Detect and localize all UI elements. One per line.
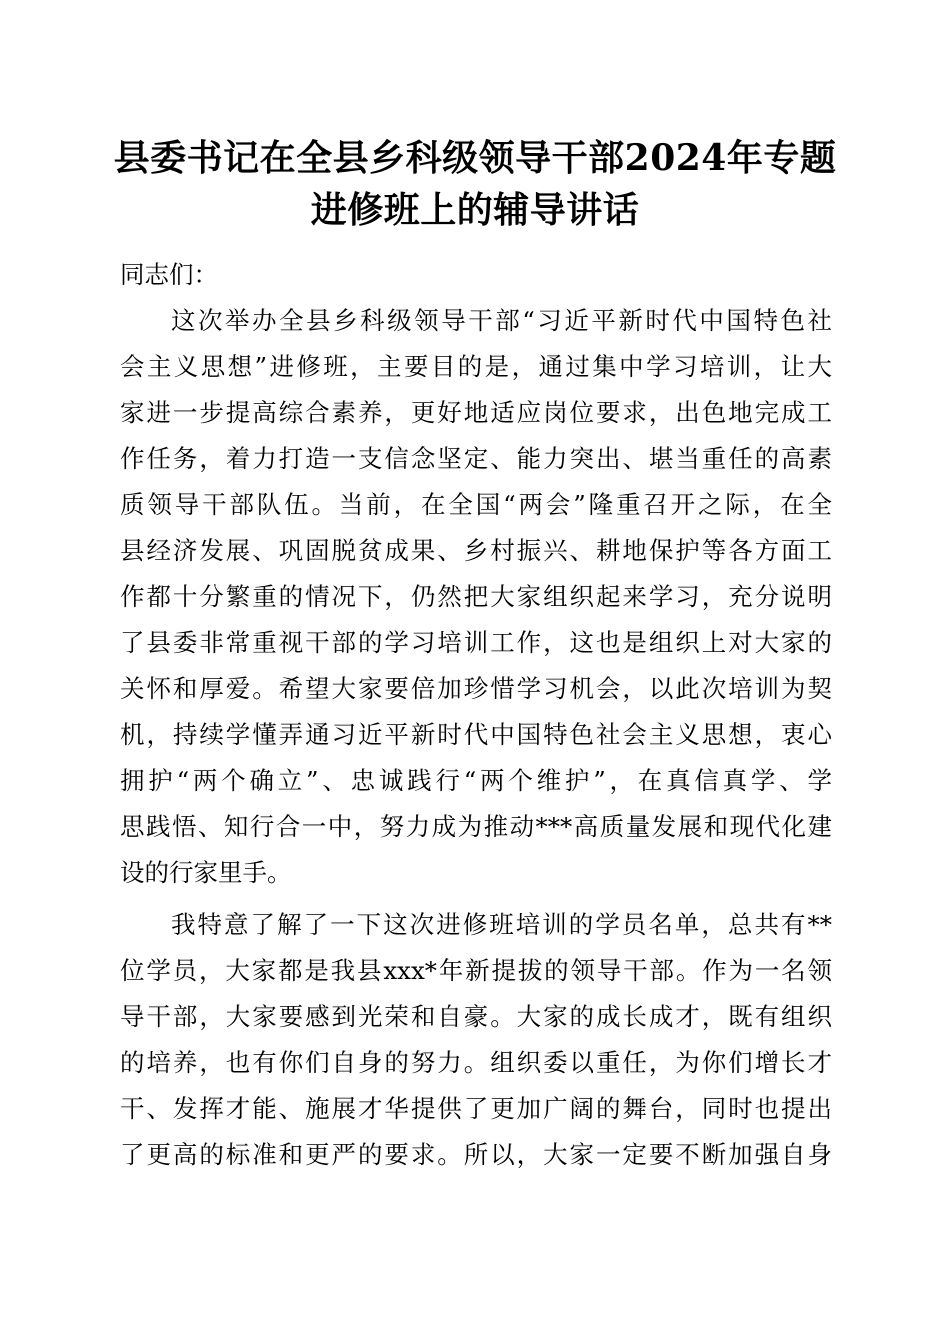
paragraph-line: 位学员，大家都是我县xxx*年新提拔的领导干部。作为一名领 (120, 956, 832, 985)
paragraph-line: 了更高的标准和更严的要求。所以，大家一定要不断加强自身 (120, 1140, 832, 1169)
paragraph-line: 机，持续学懂弄通习近平新时代中国特色社会主义思想，衷心 (120, 720, 832, 749)
document-title (100, 132, 850, 236)
paragraph-line: 的培养，也有你们自身的努力。组织委以重任，为你们增长才 (120, 1048, 832, 1077)
paragraph-2 (120, 902, 832, 1178)
paragraph-line: 会主义思想”进修班，主要目的是，通过集中学习培训，让大 (120, 352, 832, 381)
paragraph-line: 拥护“两个确立”、忠诚践行“两个维护”，在真信真学、学 (120, 766, 832, 795)
paragraph-line: 干、发挥才能、施展才华提供了更加广阔的舞台，同时也提出 (120, 1094, 832, 1123)
paragraph-line: 作任务，着力打造一支信念坚定、能力突出、堪当重任的高素 (120, 444, 832, 473)
paragraph-line: 这次举办全县乡科级领导干部“习近平新时代中国特色社 (171, 306, 832, 335)
paragraph-line: 家进一步提高综合素养，更好地适应岗位要求，出色地完成工 (120, 398, 832, 427)
paragraph-line: 作都十分繁重的情况下，仍然把大家组织起来学习，充分说明 (120, 582, 832, 611)
paragraph-line: 质领导干部队伍。当前，在全国“两会”隆重召开之际，在全 (120, 490, 832, 519)
paragraph-line: 关怀和厚爱。希望大家要倍加珍惜学习机会，以此次培训为契 (120, 674, 832, 703)
paragraph-line: 我特意了解了一下这次进修班培训的学员名单，总共有** (171, 910, 832, 939)
title-line-2: 进修班上的辅导讲话 (310, 189, 640, 231)
paragraph-line: 思践悟、知行合一中，努力成为推动***高质量发展和现代化建 (120, 812, 832, 841)
paragraph-1 (120, 298, 832, 896)
title-line-1: 县委书记在全县乡科级领导干部2024年专题 (113, 137, 837, 179)
paragraph-line: 设的行家里手。 (120, 858, 292, 887)
paragraph-line: 了县委非常重视干部的学习培训工作，这也是组织上对大家的 (120, 628, 832, 657)
paragraph-line: 县经济发展、巩固脱贫成果、乡村振兴、耕地保护等各方面工 (120, 536, 832, 565)
paragraph-line: 导干部，大家要感到光荣和自豪。大家的成长成才，既有组织 (120, 1002, 832, 1031)
document-body (120, 252, 832, 1184)
salutation: 同志们： (120, 260, 218, 289)
